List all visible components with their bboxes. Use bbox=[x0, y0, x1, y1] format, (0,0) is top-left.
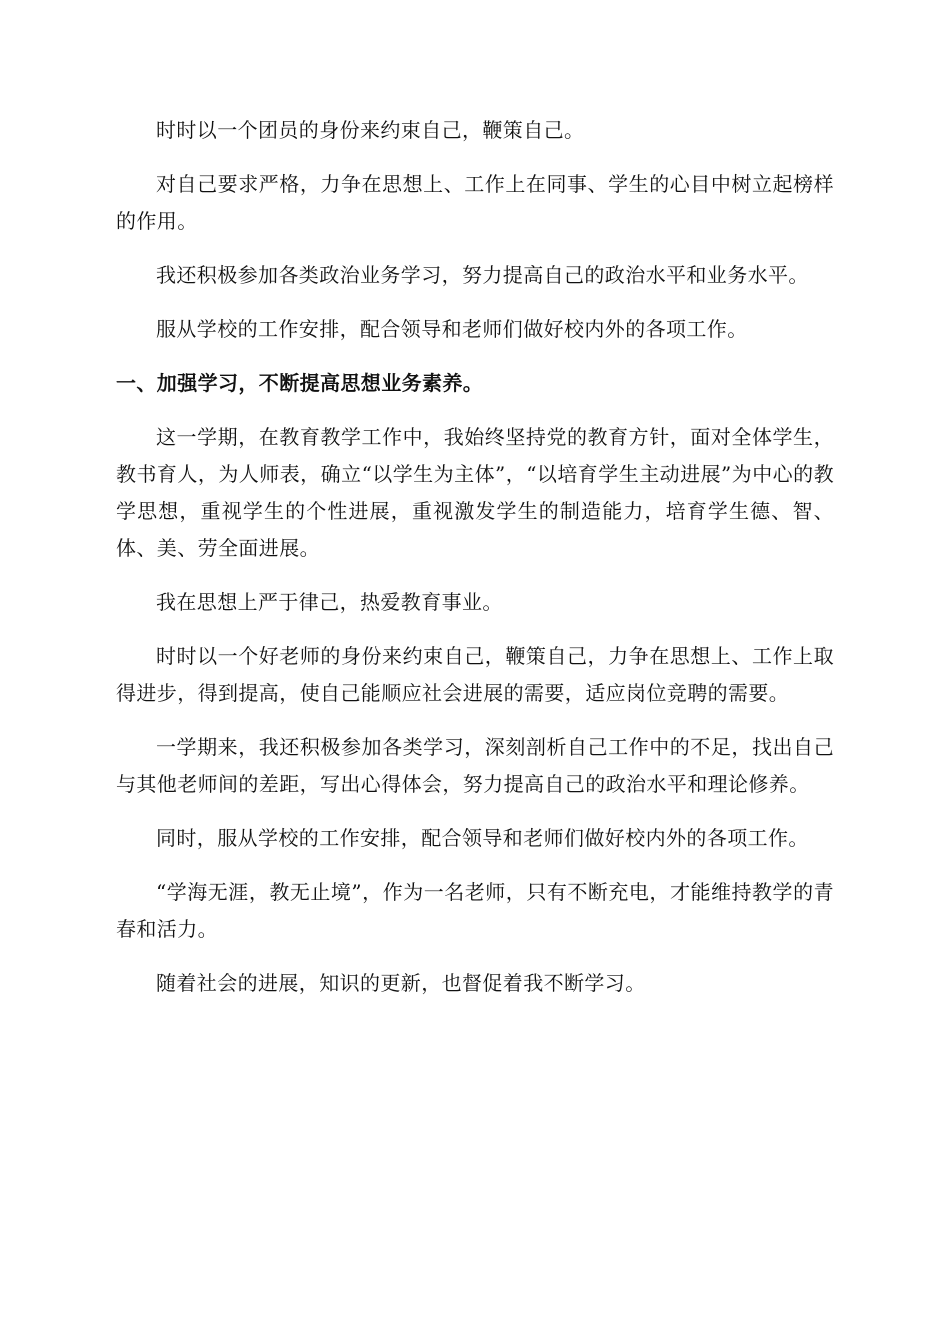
section-paragraph-7: 随着社会的进展，知识的更新，也督促着我不断学习。 bbox=[156, 971, 646, 995]
section-paragraph-2: 我在思想上严于律己，热爱教育事业。 bbox=[156, 590, 503, 614]
section-paragraph-4: 一学期来，我还积极参加各类学习，深刻剖析自己工作中的不足，找出自己与其他老师间的差距，写出心得体会，努力提高自己的政治水平和理论修养。 bbox=[116, 735, 834, 796]
section-paragraph-1: 这一学期，在教育教学工作中，我始终坚持党的教育方针，面对全体学生，教书育人，为人师表，确立“以学生为主体”，“以培育学生主动进展”为中心的教学思想，重视学生的个性进展，重视激发学生的制造能力，培育学生德、智、体、美、劳全面进展。 bbox=[116, 425, 834, 560]
section-paragraph-5: 同时，服从学校的工作安排，配合领导和老师们做好校内外的各项工作。 bbox=[156, 826, 809, 850]
section-paragraph-6: “学海无涯，教无止境”，作为一名老师，只有不断充电，才能维持教学的青春和活力。 bbox=[116, 880, 834, 941]
section-paragraph-3: 时时以一个好老师的身份来约束自己，鞭策自己，力争在思想上、工作上取得进步，得到提高，使自己能顺应社会进展的需要，适应岗位竞聘的需要。 bbox=[116, 644, 834, 705]
paragraph-4: 服从学校的工作安排，配合领导和老师们做好校内外的各项工作。 bbox=[156, 317, 748, 341]
paragraph-1: 时时以一个团员的身份来约束自己，鞭策自己。 bbox=[156, 118, 585, 142]
section-heading: 一、加强学习，不断提高思想业务素养。 bbox=[116, 371, 484, 395]
paragraph-2: 对自己要求严格，力争在思想上、工作上在同事、学生的心目中树立起榜样的作用。 bbox=[116, 172, 834, 233]
paragraph-3: 我还积极参加各类政治业务学习，努力提高自己的政治水平和业务水平。 bbox=[156, 263, 809, 287]
document-body bbox=[116, 112, 834, 1002]
